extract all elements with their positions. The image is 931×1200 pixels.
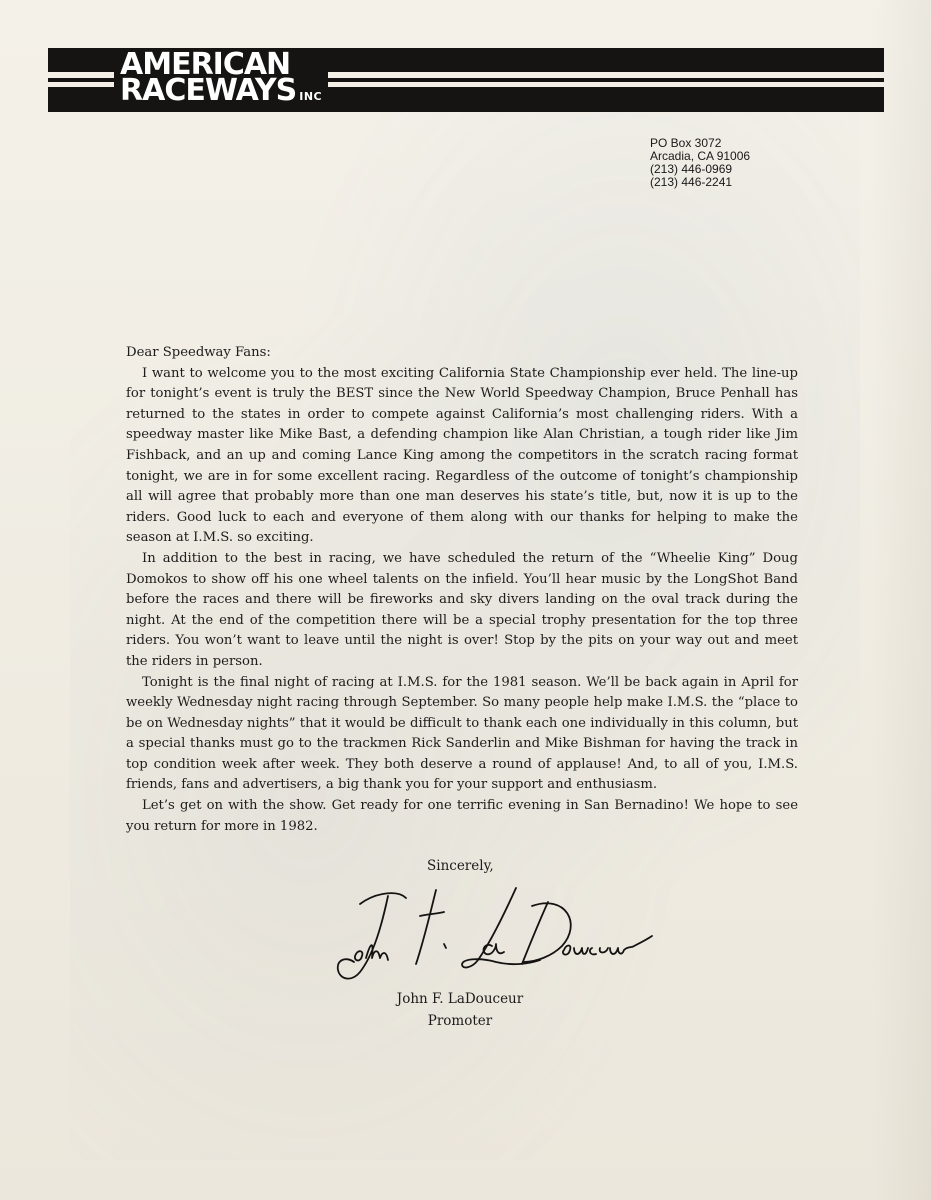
- paragraph-3: Tonight is the final night of racing at I.M.S. for the 1981 season. We’ll be back again in April for weekly Wednesday night racing through September. So many people help make I.M.S. the “place to be on Wednesday nights” that it would be difficult to thank each one individually in this column, but a special thanks must go to the trackmen Rick Sanderlin and Mike Bishman for having the track in top condition week after week. They both deserve a round of applause! And, to all of you, I.M.S. friends, fans and advertisers, a big thank you for your support and enthusiasm.: [126, 674, 798, 793]
- logo-line1: AMERICAN: [120, 47, 291, 82]
- logo-line2: RACEWAYS: [120, 73, 297, 108]
- signer-block: [360, 988, 560, 1032]
- signature-drawing: [316, 884, 656, 994]
- paragraph-2: In addition to the best in racing, we have scheduled the return of the “Wheelie King” Doug Domokos to show off his one wheel talents on the infield. You’ll hear music by the LongShot Band before the races and there will be fireworks and sky divers landing on the oval track during the night. At the end of the competition there will be a special trophy presentation for the top three riders. You won’t want to leave until the night is over! Stop by the pits on your way out and meet the riders in person.: [126, 550, 798, 669]
- closing: Sincerely,: [427, 858, 494, 874]
- letter-body: [126, 343, 798, 837]
- company-logo: [114, 47, 328, 108]
- salutation: Dear Speedway Fans:: [126, 345, 271, 360]
- paragraph-1: I want to welcome you to the most exciting California State Championship ever held. The line-up for tonight’s event is truly the BEST since the New World Speedway Champion, Bruce Penhall has returned to the states in order to compete against California’s most challenging riders. With a speedway master like Mike Bast, a defending champion like Alan Christian, a tough rider like Jim Fishback, and an up and coming Lance King among the competitors in the scratch racing format tonight, we are in for some excellent racing. Regardless of the outcome of tonight’s championship all will agree that probably more than one man deserves his state’s title, but, now it is up to the riders. Good luck to each and everyone of them along with our thanks for helping to make the season at I.M.S. so exciting.: [126, 365, 798, 546]
- address-line: Arcadia, CA 91006: [650, 149, 751, 163]
- signer-name: John F. LaDouceur: [396, 991, 524, 1007]
- return-address: [650, 137, 750, 189]
- logo-line2-wrap: [120, 73, 323, 108]
- page-edge-shadow: [871, 0, 931, 1200]
- logo-suffix: INC: [299, 90, 323, 103]
- letterhead: [48, 48, 884, 112]
- address-phone: (213) 446-2241: [650, 175, 733, 189]
- signer-title: Promoter: [427, 1013, 493, 1029]
- address-line: PO Box 3072: [650, 136, 722, 150]
- handwritten-signature: [316, 884, 656, 994]
- paragraph-4: Let’s get on with the show. Get ready for one terrific evening in San Bernadino! We hope to see you return for more in 1982.: [126, 798, 798, 834]
- address-phone: (213) 446-0969: [650, 162, 733, 176]
